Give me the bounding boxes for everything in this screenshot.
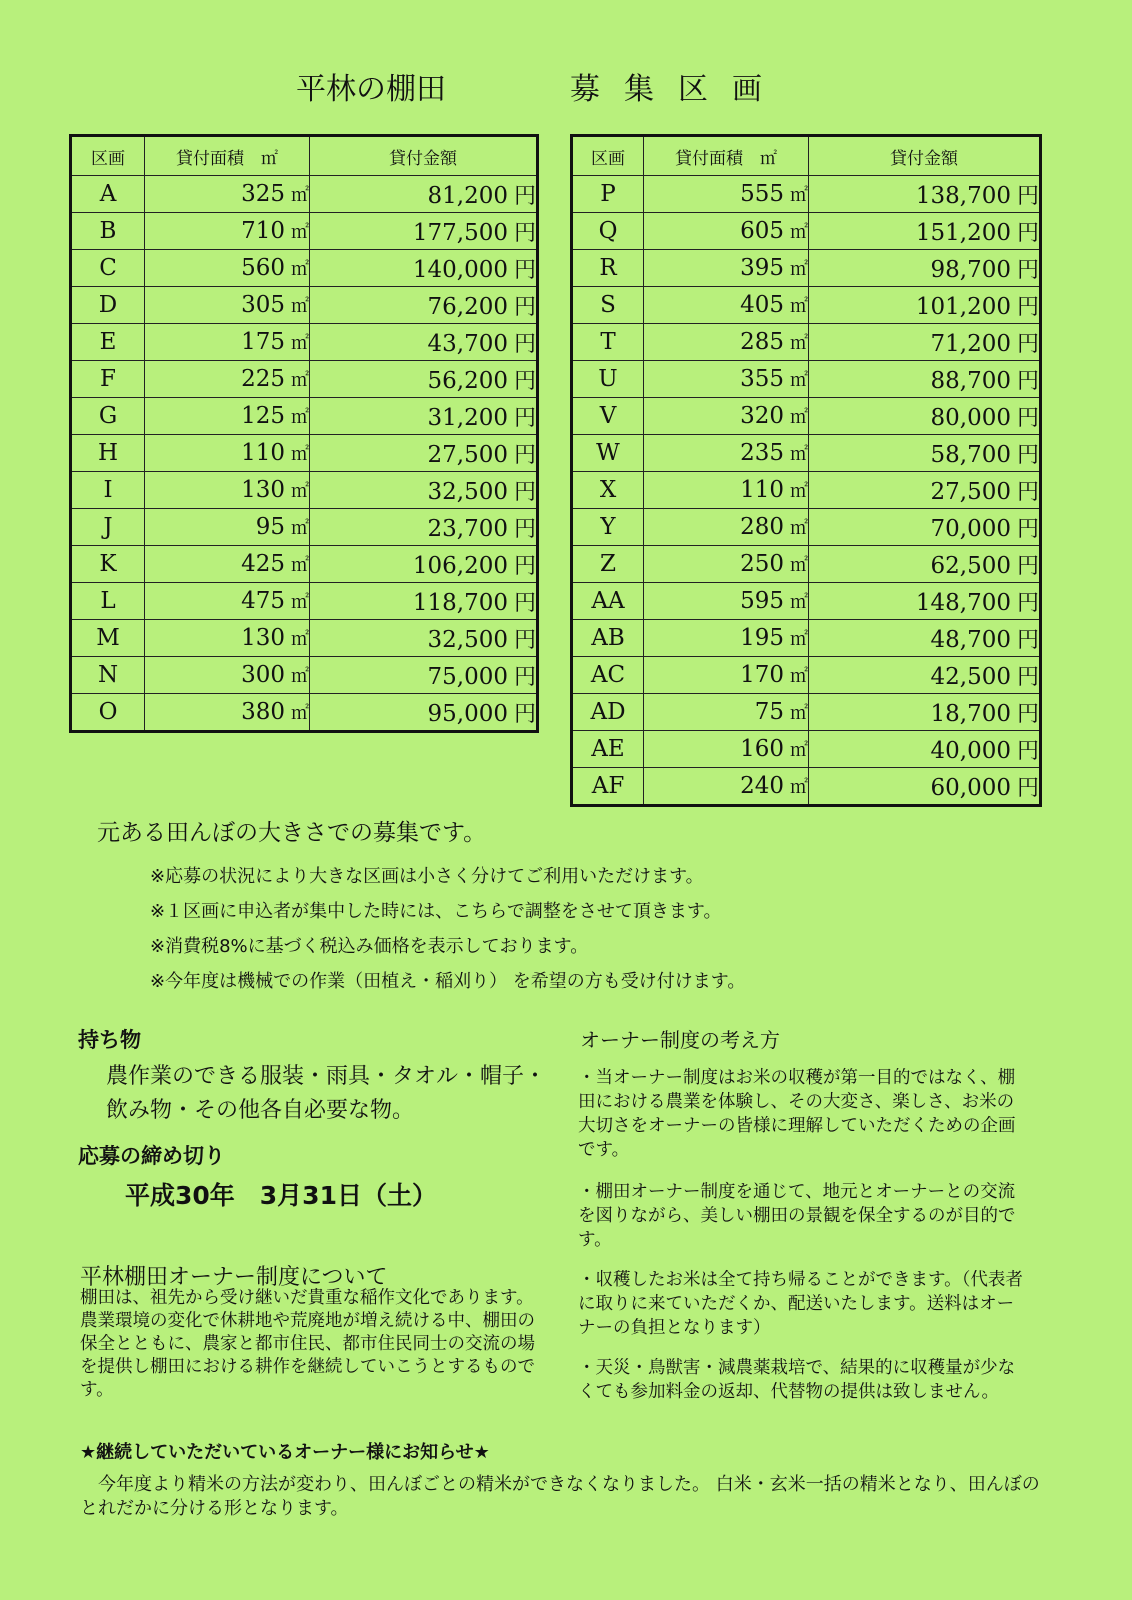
table-row [71, 583, 538, 620]
area-cell [644, 694, 809, 731]
plot-id-cell: U [572, 361, 644, 398]
table-row [71, 509, 538, 546]
area-cell [644, 546, 809, 583]
header-plot: 区画 [572, 136, 644, 176]
area-cell [145, 250, 310, 287]
price-value: 80,000 [930, 404, 1011, 431]
area-cell [644, 509, 809, 546]
note-4: ※今年度は機械での作業（田植え・稲刈り） を希望の方も受け付けます。 [150, 971, 746, 992]
area-value: 130 [241, 625, 285, 651]
price-cell [809, 472, 1041, 509]
price-unit: 円 [1016, 257, 1039, 283]
plot-id-cell: V [572, 398, 644, 435]
price-unit: 円 [513, 183, 536, 209]
price-cell [310, 472, 538, 509]
table-row [71, 694, 538, 732]
plot-table-left [69, 134, 539, 733]
price-unit: 円 [513, 368, 536, 394]
plot-id-cell: C [71, 250, 145, 287]
plot-id-cell: AD [572, 694, 644, 731]
price-unit: 円 [513, 701, 536, 727]
area-value: 425 [241, 551, 285, 577]
table-row [71, 398, 538, 435]
plot-id-cell: Q [572, 213, 644, 250]
area-unit: ㎡ [790, 703, 808, 724]
area-unit: ㎡ [291, 481, 309, 502]
price-value: 118,700 [412, 589, 508, 616]
price-unit: 円 [513, 220, 536, 246]
price-cell [809, 213, 1041, 250]
area-cell [644, 620, 809, 657]
price-cell [310, 176, 538, 213]
table-row [572, 583, 1041, 620]
area-unit: ㎡ [790, 444, 808, 465]
price-cell [809, 768, 1041, 806]
area-cell [145, 509, 310, 546]
price-cell [809, 583, 1041, 620]
area-cell [644, 398, 809, 435]
price-unit: 円 [1016, 701, 1039, 727]
area-value: 175 [241, 329, 285, 355]
note-1: ※応募の状況により大きな区画は小さく分けてご利用いただけます。 [150, 866, 704, 887]
area-cell [644, 176, 809, 213]
table-row [572, 768, 1041, 806]
price-cell [809, 620, 1041, 657]
area-value: 130 [241, 477, 285, 503]
price-cell [310, 583, 538, 620]
about-heading: 平林棚田オーナー制度について [80, 1265, 388, 1290]
price-unit: 円 [513, 627, 536, 653]
price-cell [809, 546, 1041, 583]
area-cell [145, 324, 310, 361]
price-unit: 円 [1016, 331, 1039, 357]
area-value: 280 [740, 514, 784, 540]
area-value: 405 [740, 292, 784, 318]
price-unit: 円 [513, 664, 536, 690]
price-unit: 円 [513, 257, 536, 283]
area-cell [644, 472, 809, 509]
price-cell [809, 398, 1041, 435]
price-unit: 円 [1016, 220, 1039, 246]
price-value: 148,700 [915, 589, 1011, 616]
price-cell [310, 250, 538, 287]
table-row [71, 657, 538, 694]
table-row [71, 620, 538, 657]
notice-body: 今年度より精米の方法が変わり、田んぼごとの精米ができなくなりました。 白米・玄米一括の精米となり、田んぼのとれだかに分ける形となります。 [80, 1474, 1040, 1519]
area-unit: ㎡ [790, 777, 808, 798]
area-value: 475 [241, 588, 285, 614]
table-row [572, 250, 1041, 287]
price-value: 62,500 [930, 552, 1011, 579]
price-cell [809, 176, 1041, 213]
area-value: 325 [241, 181, 285, 207]
plot-id-cell: I [71, 472, 145, 509]
area-unit: ㎡ [291, 629, 309, 650]
price-value: 138,700 [915, 182, 1011, 209]
price-cell [809, 509, 1041, 546]
table-row [71, 213, 538, 250]
area-value: 300 [241, 662, 285, 688]
area-unit: ㎡ [790, 370, 808, 391]
plot-id-cell: AA [572, 583, 644, 620]
area-cell [145, 657, 310, 694]
header-plot: 区画 [71, 136, 145, 176]
area-value: 75 [754, 699, 784, 725]
table-row [572, 435, 1041, 472]
table-row [572, 324, 1041, 361]
area-unit: ㎡ [790, 592, 808, 613]
plot-id-cell: Z [572, 546, 644, 583]
price-cell [310, 213, 538, 250]
price-value: 95,000 [427, 700, 508, 727]
area-value: 170 [740, 662, 784, 688]
header-price: 貸付金額 [809, 136, 1041, 176]
price-value: 40,000 [930, 737, 1011, 764]
area-unit: ㎡ [790, 333, 808, 354]
table-row [572, 731, 1041, 768]
area-unit: ㎡ [291, 222, 309, 243]
price-unit: 円 [513, 442, 536, 468]
area-value: 555 [740, 181, 784, 207]
area-unit: ㎡ [790, 407, 808, 428]
price-cell [809, 694, 1041, 731]
price-cell [310, 324, 538, 361]
area-cell [145, 287, 310, 324]
table-row [71, 472, 538, 509]
table-row [71, 176, 538, 213]
area-unit: ㎡ [790, 222, 808, 243]
price-unit: 円 [1016, 627, 1039, 653]
note-3: ※消費税8%に基づく税込み価格を表示しております。 [150, 936, 589, 957]
plot-id-cell: K [71, 546, 145, 583]
area-value: 160 [740, 736, 784, 762]
price-value: 56,200 [427, 367, 508, 394]
plot-id-cell: P [572, 176, 644, 213]
price-unit: 円 [1016, 775, 1039, 801]
area-unit: ㎡ [291, 703, 309, 724]
area-value: 605 [740, 218, 784, 244]
area-unit: ㎡ [291, 666, 309, 687]
price-value: 98,700 [930, 256, 1011, 283]
header-area: 貸付面積 ㎡ [644, 136, 809, 176]
price-value: 27,500 [427, 441, 508, 468]
price-cell [809, 731, 1041, 768]
area-cell [145, 435, 310, 472]
area-unit: ㎡ [291, 518, 309, 539]
table-row [572, 398, 1041, 435]
table-row [71, 361, 538, 398]
area-cell [644, 583, 809, 620]
price-unit: 円 [513, 516, 536, 542]
price-cell [310, 287, 538, 324]
plot-id-cell: D [71, 287, 145, 324]
price-value: 32,500 [427, 626, 508, 653]
area-cell [644, 768, 809, 806]
area-unit: ㎡ [790, 555, 808, 576]
owner-heading: オーナー制度の考え方 [580, 1028, 780, 1052]
area-cell [644, 435, 809, 472]
area-unit: ㎡ [790, 629, 808, 650]
plot-id-cell: O [71, 694, 145, 732]
price-unit: 円 [1016, 738, 1039, 764]
area-unit: ㎡ [790, 259, 808, 280]
price-value: 27,500 [930, 478, 1011, 505]
title-location: 平林の棚田 [296, 72, 446, 107]
table-row [572, 546, 1041, 583]
price-cell [310, 398, 538, 435]
plot-id-cell: L [71, 583, 145, 620]
table-row [572, 620, 1041, 657]
area-value: 710 [241, 218, 285, 244]
plot-id-cell: A [71, 176, 145, 213]
owner-point-1: ・当オーナー制度はお米の収穫が第一目的ではなく、棚田における農業を体験し、その大変さ、楽しさ、お米の大切さをオーナーの皆様に理解していただくための企画です。 [578, 1068, 1016, 1160]
price-cell [809, 435, 1041, 472]
price-value: 140,000 [412, 256, 508, 283]
price-value: 70,000 [930, 515, 1011, 542]
area-value: 305 [241, 292, 285, 318]
plot-id-cell: T [572, 324, 644, 361]
price-value: 177,500 [412, 219, 508, 246]
price-value: 151,200 [915, 219, 1011, 246]
table-row [572, 213, 1041, 250]
price-value: 101,200 [915, 293, 1011, 320]
plot-id-cell: Y [572, 509, 644, 546]
table-row [71, 324, 538, 361]
plot-table-right [570, 134, 1042, 807]
table-row [71, 435, 538, 472]
area-value: 395 [740, 255, 784, 281]
area-value: 595 [740, 588, 784, 614]
area-value: 235 [740, 440, 784, 466]
price-cell [809, 324, 1041, 361]
header-area: 貸付面積 ㎡ [145, 136, 310, 176]
deadline-date: 平成30年 3月31日（土） [125, 1181, 437, 1210]
price-value: 75,000 [427, 663, 508, 690]
plot-id-cell: AC [572, 657, 644, 694]
area-cell [145, 583, 310, 620]
price-unit: 円 [1016, 368, 1039, 394]
price-unit: 円 [513, 590, 536, 616]
plot-id-cell: N [71, 657, 145, 694]
belongings-text: 農作業のできる服装・雨具・タオル・帽子・飲み物・その他各自必要な物。 [106, 1064, 547, 1123]
area-value: 225 [241, 366, 285, 392]
area-unit: ㎡ [291, 592, 309, 613]
price-cell [809, 250, 1041, 287]
page-title [0, 64, 1132, 108]
price-unit: 円 [513, 405, 536, 431]
table-row [572, 694, 1041, 731]
owner-point-4: ・天災・鳥獣害・減農薬栽培で、結果的に収穫量が少なくても参加料金の返却、代替物の提供は致しません。 [578, 1358, 1016, 1402]
price-unit: 円 [1016, 183, 1039, 209]
plot-id-cell: AB [572, 620, 644, 657]
table-row [572, 287, 1041, 324]
about-body: 棚田は、祖先から受け継いだ貴重な稲作文化であります。農業環境の変化で休耕地や荒廃地が増え続ける中、棚田の保全とともに、農家と都市住民、都市住民同士の交流の場を提供し棚田における耕作を継続していこうとするものです。 [80, 1288, 535, 1400]
area-unit: ㎡ [790, 518, 808, 539]
note-2: ※１区画に申込者が集中した時には、こちらで調整をさせて頂きます。 [150, 901, 722, 922]
price-cell [310, 509, 538, 546]
price-cell [310, 361, 538, 398]
plot-id-cell: F [71, 361, 145, 398]
price-value: 23,700 [427, 515, 508, 542]
owner-point-3: ・収穫したお米は全て持ち帰ることができます。（代表者に取りに来ていただくか、配送いたします。送料はオーナーの負担となります） [578, 1270, 1023, 1338]
table-row [572, 472, 1041, 509]
plot-id-cell: X [572, 472, 644, 509]
plot-id-cell: E [71, 324, 145, 361]
price-value: 88,700 [930, 367, 1011, 394]
intro-text: 元ある田んぼの大きさでの募集です。 [97, 820, 487, 846]
area-cell [145, 176, 310, 213]
area-unit: ㎡ [291, 555, 309, 576]
area-value: 380 [241, 699, 285, 725]
plot-id-cell: M [71, 620, 145, 657]
price-cell [310, 694, 538, 732]
price-value: 32,500 [427, 478, 508, 505]
area-cell [145, 361, 310, 398]
price-unit: 円 [1016, 590, 1039, 616]
area-cell [644, 731, 809, 768]
area-unit: ㎡ [291, 407, 309, 428]
area-unit: ㎡ [291, 333, 309, 354]
area-cell [644, 657, 809, 694]
plot-id-cell: AE [572, 731, 644, 768]
table-row [572, 361, 1041, 398]
table-row [572, 657, 1041, 694]
plot-id-cell: G [71, 398, 145, 435]
area-cell [145, 213, 310, 250]
area-value: 285 [740, 329, 784, 355]
area-unit: ㎡ [291, 296, 309, 317]
area-value: 240 [740, 773, 784, 799]
price-value: 106,200 [412, 552, 508, 579]
table-row [572, 176, 1041, 213]
area-value: 195 [740, 625, 784, 651]
price-value: 43,700 [427, 330, 508, 357]
price-value: 48,700 [930, 626, 1011, 653]
table-row [572, 509, 1041, 546]
price-unit: 円 [513, 294, 536, 320]
price-value: 58,700 [930, 441, 1011, 468]
price-value: 81,200 [427, 182, 508, 209]
deadline-heading: 応募の締め切り [78, 1144, 225, 1168]
area-value: 560 [241, 255, 285, 281]
price-unit: 円 [1016, 479, 1039, 505]
area-cell [644, 324, 809, 361]
plot-id-cell: H [71, 435, 145, 472]
plot-id-cell: S [572, 287, 644, 324]
belongings-heading: 持ち物 [78, 1028, 141, 1052]
price-unit: 円 [1016, 294, 1039, 320]
plot-id-cell: B [71, 213, 145, 250]
table-row [71, 250, 538, 287]
area-value: 250 [740, 551, 784, 577]
price-unit: 円 [513, 479, 536, 505]
plot-id-cell: W [572, 435, 644, 472]
price-value: 71,200 [930, 330, 1011, 357]
area-value: 320 [740, 403, 784, 429]
table-header-row [572, 136, 1041, 176]
price-unit: 円 [513, 553, 536, 579]
price-value: 60,000 [930, 774, 1011, 801]
notice-heading: ★継続していただいているオーナー様にお知らせ★ [80, 1442, 490, 1463]
price-unit: 円 [1016, 553, 1039, 579]
price-cell [310, 620, 538, 657]
area-unit: ㎡ [291, 259, 309, 280]
price-unit: 円 [1016, 516, 1039, 542]
plot-id-cell: J [71, 509, 145, 546]
owner-point-2: ・棚田オーナー制度を通じて、地元とオーナーとの交流を図りながら、美しい棚田の景観を保全するのが目的です。 [578, 1182, 1016, 1250]
price-unit: 円 [1016, 405, 1039, 431]
price-value: 31,200 [427, 404, 508, 431]
area-unit: ㎡ [790, 296, 808, 317]
area-unit: ㎡ [291, 370, 309, 391]
area-cell [644, 250, 809, 287]
plot-id-cell: AF [572, 768, 644, 806]
price-unit: 円 [513, 331, 536, 357]
price-value: 42,500 [930, 663, 1011, 690]
price-cell [310, 657, 538, 694]
area-cell [145, 546, 310, 583]
price-cell [809, 361, 1041, 398]
area-value: 95 [255, 514, 285, 540]
area-unit: ㎡ [291, 185, 309, 206]
area-unit: ㎡ [790, 740, 808, 761]
price-cell [809, 287, 1041, 324]
price-cell [310, 546, 538, 583]
area-value: 110 [241, 440, 285, 466]
price-value: 18,700 [930, 700, 1011, 727]
header-price: 貸付金額 [310, 136, 538, 176]
title-recruitment: 募集区画 [570, 72, 786, 107]
area-cell [644, 287, 809, 324]
area-unit: ㎡ [291, 444, 309, 465]
area-unit: ㎡ [790, 666, 808, 687]
area-unit: ㎡ [790, 481, 808, 502]
price-cell [809, 657, 1041, 694]
area-value: 355 [740, 366, 784, 392]
table-header-row [71, 136, 538, 176]
area-value: 125 [241, 403, 285, 429]
area-cell [644, 213, 809, 250]
table-row [71, 546, 538, 583]
area-cell [145, 620, 310, 657]
price-cell [310, 435, 538, 472]
price-value: 76,200 [427, 293, 508, 320]
area-cell [644, 361, 809, 398]
plot-id-cell: R [572, 250, 644, 287]
area-cell [145, 472, 310, 509]
area-cell [145, 694, 310, 732]
table-row [71, 287, 538, 324]
area-value: 110 [740, 477, 784, 503]
area-cell [145, 398, 310, 435]
price-unit: 円 [1016, 442, 1039, 468]
price-unit: 円 [1016, 664, 1039, 690]
area-unit: ㎡ [790, 185, 808, 206]
